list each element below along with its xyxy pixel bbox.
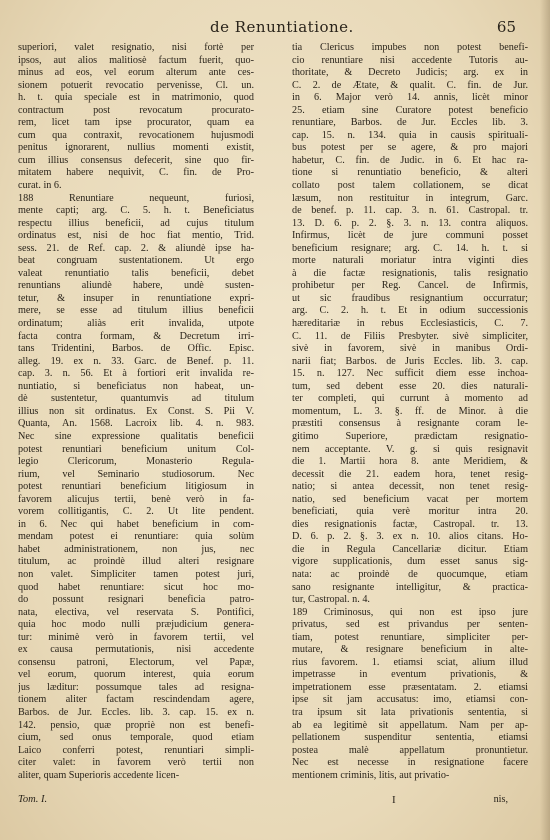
text-line: aliter, quam Superioris accedente licen- <box>18 769 180 781</box>
text-line: prohibetur per Reg. Cancel. de Infirmis, <box>292 280 528 292</box>
text-line: tum, sed debent esse 20. dies naturali- <box>292 380 528 392</box>
text-line: alleg. 19. ex n. 33. Garc. de Benef. p. 11. <box>18 355 254 367</box>
text-line: beneficiati, quia verè moritur intra 20. <box>292 506 528 518</box>
text-line: natio, sed beneficium vacat per mortem <box>292 493 528 505</box>
text-line: decessit die 21. eadem hora, tenet resig- <box>292 468 528 480</box>
page-header <box>0 18 550 40</box>
text-line: cio renuntiare nisi accedente Tutoris au- <box>292 54 528 66</box>
text-line: facta contra formam, & Decretum irri- <box>18 330 254 342</box>
text-line: nata, electiva, vel reservata S. Pontifici, <box>18 606 254 618</box>
text-line: mentionem criminis, litis, aut privatio- <box>292 769 450 781</box>
text-line: bus potest per se agere, & pro majori <box>292 142 528 154</box>
text-line: mente capti; arg. C. 5. h. t. Beneficiatus <box>18 205 254 217</box>
text-line: renuntians aliundè habere, undè susten- <box>18 280 254 292</box>
text-line: impetrationem esse præsentatam. 2. etiamsi <box>292 681 528 693</box>
right-text-column <box>292 42 528 782</box>
text-line: morte naturali moriatur intra viginti dies <box>292 255 528 267</box>
text-line: favorem alicujus tertii, benè verò in fa- <box>18 493 254 505</box>
text-line: nem acceptante. V. g. si quis resignavit <box>292 443 528 455</box>
text-line: mendam potest ei renuntiare: quia solùm <box>18 531 254 543</box>
text-line: Nec sine expressione qualitatis beneficii <box>18 430 254 442</box>
text-line: rem, licet tam ipse procurator, quam ea <box>18 117 254 129</box>
text-line: natio; si antea decessit, non tenet resig- <box>292 481 528 493</box>
text-line: Infirmus, licèt de jure communi posset <box>292 230 528 242</box>
text-line: arg. C. 2. h. t. Et in odium successionis <box>292 305 528 317</box>
text-line: sionem potuerit revocatio pervenisse, Cl. un. <box>18 79 254 91</box>
text-line: rium, vel Seminario studiosorum. Nec <box>18 468 254 480</box>
text-line: mitatem habere nequivit, C. fin. de Pro- <box>18 167 254 179</box>
text-line: in 6. Nec qui habet beneficium in com- <box>18 518 254 530</box>
page-edge-shadow <box>540 0 550 840</box>
text-line: rius favorem. 1. etiamsi sciat, alium illud <box>292 656 528 668</box>
text-line: ut sic fraudibus resignantium occurratur; <box>292 292 528 304</box>
text-line: valeat renuntiatio talis beneficii, debet <box>18 267 254 279</box>
text-line: tione si renuntiatio beneficio, & alteri <box>292 167 528 179</box>
text-line: vigore supplicationis, dum esset sanus sig- <box>292 556 528 568</box>
text-line: tur: minimè verò in favorem tertii, vel <box>18 631 254 643</box>
text-line: ordinatus est, nisi de hoc fiat mentio, Trid. <box>18 230 254 242</box>
text-line: collato post talem collationem, se dicat <box>292 180 528 192</box>
text-line: minus ad eos, vel eorum alterum ante ces- <box>18 67 254 79</box>
volume-label: Tom. I. <box>18 794 48 805</box>
text-line: ipse sit jam accusatus: imo, etiamsi con- <box>292 694 528 706</box>
text-line: 25. etiam sine Curatore potest beneficio <box>292 104 528 116</box>
left-text-column <box>18 42 254 782</box>
text-line: cium, sed onus temporale, quod etiam <box>18 732 254 744</box>
text-line: nuntiatio, si beneficiatus non habeat, un- <box>18 380 254 392</box>
text-line: cum illius consensus defecerit, sine quo fir- <box>18 154 254 166</box>
text-line: præstiti consensus à resignante coram le- <box>292 418 528 430</box>
text-line: penitus ignorarent, nullius momenti existit, <box>18 142 254 154</box>
text-line: dies resignationis factæ, Castropal. tr. 13. <box>292 518 528 530</box>
text-line: nata: ac proindè de quocumque, etiam <box>292 568 528 580</box>
text-line: tia Clericus impubes non potest benefi- <box>292 42 528 53</box>
text-line: titulum, ac proindè illud alteri resignare <box>18 556 254 568</box>
text-line: habet administrationem, non jus, nec <box>18 543 254 555</box>
text-line: quia hoc modo nulli præjudicium genera- <box>18 619 254 631</box>
text-line: sess. 21. de Ref. cap. 2. & aliundè ipse ha- <box>18 242 254 254</box>
text-line: 142. pensio, quæ propriè non est benefi- <box>18 719 254 731</box>
text-line: cum qua contraxit, revocationem hujusmodi <box>18 129 254 141</box>
text-line: tans Tridentini, Barbos. de Offic. Episc. <box>18 343 254 355</box>
text-line: 188 Renuntiare nequeunt, furiosi, <box>18 192 254 204</box>
text-line: postea malè appellatum pronuntietur. <box>292 744 528 756</box>
text-line: gitimo Superiore, prædictam resignatio- <box>292 430 528 442</box>
signature-mark: I <box>392 794 396 806</box>
text-line: privatus, sed est privandus per senten- <box>292 619 528 631</box>
text-line: non valet. Simpliciter tamen potest juri, <box>18 568 254 580</box>
running-title: de Renuntiatione. <box>210 18 354 36</box>
text-line: beat congruam sustentationem. Ut ergo <box>18 255 254 267</box>
text-line: ter completi, qui currunt à momento ad <box>292 393 528 405</box>
text-line: narii fiat; Barbos. de Juris Eccles. lib. 3. cap. <box>292 355 528 367</box>
text-line: læsum, non restituitur in integrum, Garc. <box>292 192 528 204</box>
text-line: curat. in 6. <box>18 180 62 192</box>
text-line: hæreditariæ in rebus Ecclesiasticis, C. 7. <box>292 318 528 330</box>
text-line: die 1. Martii hora 8. ante Meridiem, & <box>292 456 528 468</box>
text-line: citer valet: in favorem verò tertii non <box>18 757 254 769</box>
text-line: respectu illius beneficii, ad cujus titulum <box>18 217 254 229</box>
text-line: C. 2. de Ætate, & qualit. C. fin. de Jur. <box>292 79 528 91</box>
text-line: quod habet renuntiare: sicut hoc mo- <box>18 581 254 593</box>
text-line: thoritate, & Decreto Judicis; arg. ex in <box>292 67 528 79</box>
text-line: legio Clericorum, Monasterio Regula- <box>18 456 254 468</box>
text-line: ex causa permutationis, nisi accedente <box>18 644 254 656</box>
text-line: tiam, potest renuntiare, simpliciter per- <box>292 631 528 643</box>
text-line: jus læditur: possumque tales ad resigna- <box>18 681 254 693</box>
catchword: nis, <box>493 794 508 805</box>
page-number: 65 <box>496 18 516 36</box>
text-line: Quanta, An. 1568. Lacroix lib. 4. n. 983. <box>18 418 254 430</box>
text-line: contractum post revocatum procurato- <box>18 104 254 116</box>
text-line: C. 11. de Filiis Presbyter. sivè simpliciter, <box>292 330 528 342</box>
text-line: Barbos. de Jur. Eccles. lib. 3. cap. 15. ex n. <box>18 706 254 718</box>
text-line: pellationem suspenditur sententia, etiamsi <box>292 732 528 744</box>
text-line: mere, se esse ad titulum illius beneficii <box>18 305 254 317</box>
text-line: beneficium resignare; arg. C. 14. h. t. si <box>292 242 528 254</box>
text-line: renuntiare, Barbos. de Jur. Eccles lib. 3. <box>292 117 528 129</box>
text-line: vel eorum, quorum interest, quia eorum <box>18 669 254 681</box>
text-line: impetrasse in eventum privationis, & <box>292 669 528 681</box>
text-line: potest renuntiari beneficium litigiosum in <box>18 481 254 493</box>
text-line: do possunt resignari beneficia patro- <box>18 594 254 606</box>
text-line: habetur, C. fin. de Judic. in 6. Et hac ra- <box>292 154 528 166</box>
text-line: 15. n. 127. Nec sufficit diem esse inchoa- <box>292 368 528 380</box>
text-line: tionem aliter factam rescindendam agere, <box>18 694 254 706</box>
text-line: Laico conferri potest, renuntiari simpli- <box>18 744 254 756</box>
text-line: tetur, & insuper in renuntiatione expri- <box>18 292 254 304</box>
text-line: sano resignante intelligitur, & practica- <box>292 581 528 593</box>
text-line: à die factæ resignationis, talis resignatio <box>292 267 528 279</box>
text-line: 13. D. 6. p. 2. §. 3. n. 13. contra aliquos. <box>292 217 528 229</box>
text-line: Nec est necesse in resignatione facere <box>292 757 528 769</box>
text-line: cap. 15. n. 134. quia in causis spirituali- <box>292 129 528 141</box>
text-line: consensu patroni, Electorum, vel Papæ, <box>18 656 254 668</box>
text-line: D. 6. p. 2. §. 3. ex n. 10. alios citans. Ho- <box>292 531 528 543</box>
text-line: illius non sit ordinatus. Ex Const. S. Pii V. <box>18 405 254 417</box>
text-line: superiori, valet resignatio, nisi fortè per <box>18 42 254 53</box>
text-line: potest renuntiari beneficium unitum Col- <box>18 443 254 455</box>
text-line: cap. 3. n. 56. Et à fortiori erit invalida re- <box>18 368 254 380</box>
text-line: tra ipsum sit lata privationis sententia, si <box>292 706 528 718</box>
text-line: tur, Castropal. n. 4. <box>292 594 370 606</box>
text-line: ipsos, aut alios malitiosè factum fuerit, quo- <box>18 54 254 66</box>
text-line: h. t. quia speciale est in matrimonio, quod <box>18 92 254 104</box>
text-line: ordinatum; aliàs erit invalida, utpote <box>18 318 254 330</box>
text-line: vorem collitigantis, C. 2. Ut lite pendent. <box>18 506 254 518</box>
text-line: momentum, L. 3. §. ff. de Minor. à die <box>292 405 528 417</box>
text-line: mutare, & resignare beneficium in alte- <box>292 644 528 656</box>
text-line: in 6. Major verò 14. annis, licèt minor <box>292 92 528 104</box>
text-line: die in Regula Cancellariæ dicitur. Etiam <box>292 543 528 555</box>
text-line: dè sustentetur, quantumvis ad titulum <box>18 393 254 405</box>
text-line: de benef. p. 11. cap. 3. n. 61. Castropal. tr. <box>292 205 528 217</box>
text-line: ab ea legitimè sit appellatum. Nam per ap- <box>292 719 528 731</box>
text-line: 189 Criminosus, qui non est ipso jure <box>292 606 528 618</box>
text-line: sivè in favorem, sivè in manibus Ordi- <box>292 343 528 355</box>
